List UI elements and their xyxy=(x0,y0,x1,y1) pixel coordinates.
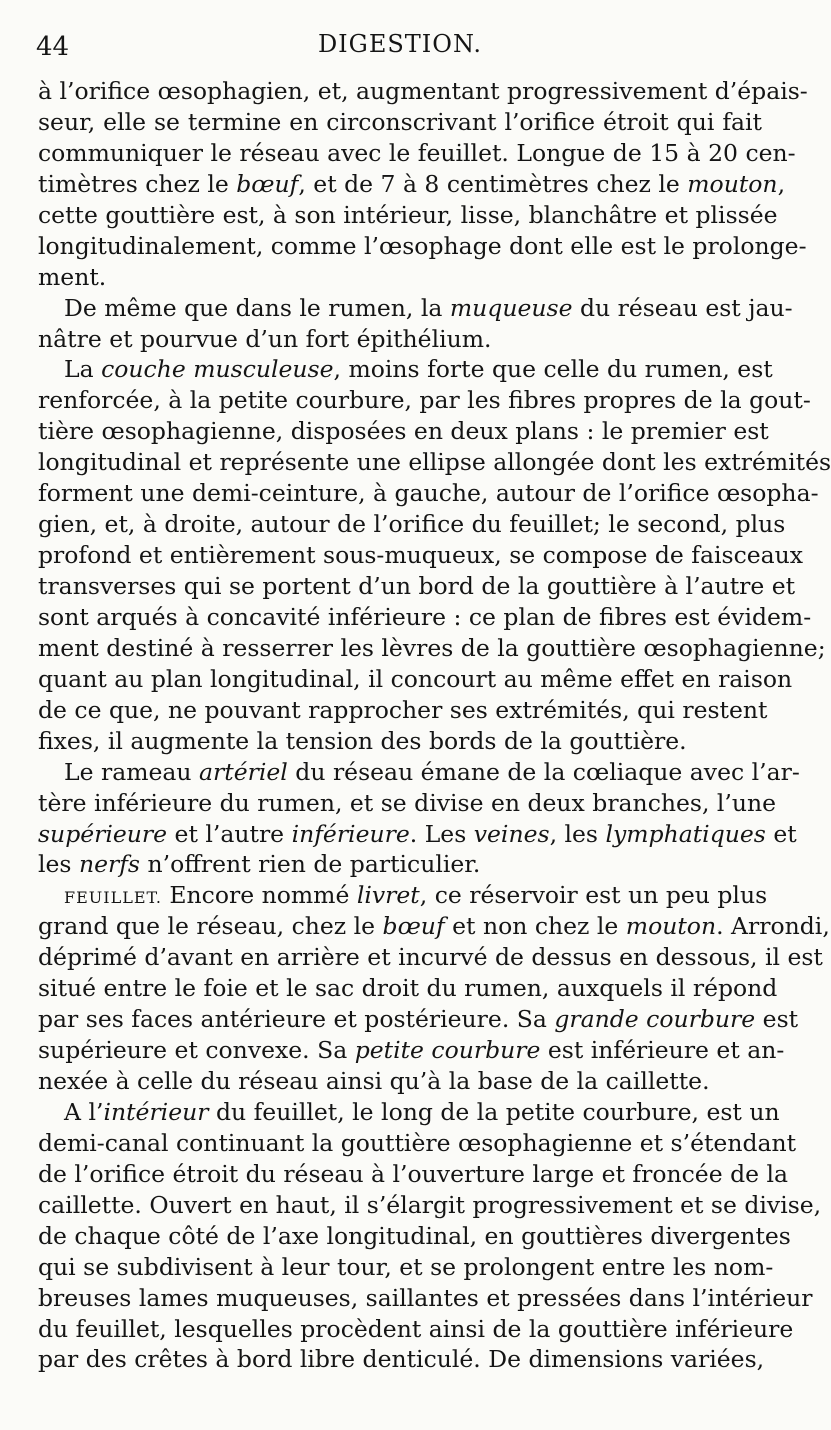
text-segment: transverses qui se portent d’un bord de la gouttière à l’autre et xyxy=(38,572,796,600)
text-line xyxy=(38,1004,799,1035)
italic-term: bœuf xyxy=(236,169,299,198)
text-line xyxy=(38,293,793,324)
text-line xyxy=(38,540,804,571)
text-line xyxy=(38,571,796,602)
text-segment: du feuillet, lesquelles procèdent ainsi de la gouttière inférieure xyxy=(38,1314,794,1343)
text-segment: fixes, il augmente la tension des bords de la gouttière. xyxy=(38,726,687,755)
italic-term: lymphatiques xyxy=(605,819,766,848)
text-segment: n’offrent rien de particulier. xyxy=(140,850,481,879)
text-segment: du feuillet, le long de la petite courbure, est un xyxy=(208,1097,780,1126)
text-line xyxy=(38,1190,822,1221)
text-line xyxy=(38,200,778,231)
text-segment: communiquer le réseau avec le feuillet. Longue de 15 à 20 cen- xyxy=(38,138,796,167)
text-line xyxy=(38,231,807,262)
text-segment: tère inférieure du rumen, et se divise en deux branches, l’une xyxy=(38,788,777,817)
text-segment: du réseau émane de la cœliaque avec l’ar- xyxy=(287,757,800,786)
text-line xyxy=(38,262,762,293)
text-line xyxy=(38,849,762,880)
italic-term: livret xyxy=(356,881,420,910)
text-line xyxy=(38,509,786,540)
text-segment: grand que le réseau, chez le xyxy=(38,912,383,941)
italic-term: grande courbure xyxy=(554,1005,756,1034)
text-segment: , les xyxy=(549,819,606,848)
text-segment: , xyxy=(777,169,786,198)
text-line xyxy=(38,726,762,757)
text-line xyxy=(38,664,793,695)
italic-term: artériel xyxy=(199,757,288,786)
text-segment: profond et entièrement sous-muqueux, se compose de faisceaux xyxy=(38,541,804,570)
text-line xyxy=(38,1344,765,1375)
text-segment: timètres chez le xyxy=(38,169,237,198)
text-line xyxy=(38,942,823,973)
text-line xyxy=(38,1221,791,1252)
italic-term: mouton xyxy=(687,169,778,198)
text-segment: De même que dans le rumen, la xyxy=(64,293,450,322)
text-line xyxy=(38,1283,813,1314)
text-segment: Le rameau xyxy=(64,757,200,786)
text-segment: et l’autre xyxy=(167,819,292,848)
text-line xyxy=(38,602,812,633)
text-line xyxy=(38,1252,774,1283)
text-segment: A l’ xyxy=(64,1097,104,1126)
text-line xyxy=(38,324,762,355)
running-title: DIGESTION. xyxy=(317,30,483,58)
text-segment: longitudinal et représente une ellipse allongée dont les extrémités xyxy=(38,448,831,477)
text-segment: à l’orifice œsophagien, et, augmentant progressivement d’épais- xyxy=(38,77,808,105)
italic-term: mouton xyxy=(625,912,717,941)
italic-term: inférieure xyxy=(291,819,410,848)
text-line xyxy=(38,1097,780,1128)
text-segment: déprimé d’avant en arrière et incurvé de dessus en dessous, il est xyxy=(38,943,823,972)
text-segment: de ce que, ne pouvant rapprocher ses extrémités, qui restent xyxy=(38,695,768,724)
text-line xyxy=(38,819,797,850)
text-segment: caillette. Ouvert en haut, il s’élargit progressivement et se divise, xyxy=(38,1190,822,1219)
text-segment: est xyxy=(755,1005,799,1034)
text-segment: est inférieure et an- xyxy=(540,1036,785,1065)
text-line xyxy=(38,757,800,788)
italic-term: nerfs xyxy=(78,850,140,879)
text-segment: de l’orifice étroit du réseau à l’ouverture large et froncée de la xyxy=(38,1159,789,1188)
text-line xyxy=(38,1066,762,1097)
text-line xyxy=(38,1128,797,1159)
text-line xyxy=(38,633,826,664)
text-line xyxy=(38,76,808,107)
text-segment: , ce réservoir est un peu plus xyxy=(419,881,768,910)
page-number: 44 xyxy=(36,32,70,62)
text-segment: demi-canal continuant la gouttière œsophagienne et s’étendant xyxy=(38,1128,797,1157)
text-segment: . Arrondi, xyxy=(716,912,830,941)
italic-term: veines xyxy=(473,819,550,848)
text-line xyxy=(38,478,819,509)
italic-term: petite courbure xyxy=(354,1036,541,1065)
text-segment: nexée à celle du réseau ainsi qu’à la base de la caillette. xyxy=(38,1067,710,1095)
text-line xyxy=(38,1159,789,1190)
text-segment: gien, et, à droite, autour de l’orifice du feuillet; le second, plus xyxy=(38,510,786,539)
text-line xyxy=(38,1314,794,1345)
text-segment: ment. xyxy=(38,262,107,291)
text-segment: forment une demi-ceinture, à gauche, autour de l’orifice œsopha- xyxy=(38,479,819,508)
text-segment: seur, elle se termine en circonscrivant l’orifice étroit qui fait xyxy=(38,107,762,136)
text-line xyxy=(38,169,786,200)
text-segment: cette gouttière est, à son intérieur, lisse, blanchâtre et plissée xyxy=(38,200,778,229)
text-line xyxy=(38,416,769,447)
text-segment: ment destiné à resserrer les lèvres de la gouttière œsophagienne; xyxy=(38,633,826,662)
text-segment: breuses lames muqueuses, saillantes et pressées dans l’intérieur xyxy=(38,1283,813,1312)
text-line xyxy=(38,973,778,1004)
text-segment: supérieure et convexe. Sa xyxy=(38,1036,355,1065)
text-line xyxy=(38,788,777,819)
section-heading: FEUILLET. xyxy=(64,888,162,908)
text-segment: renforcée, à la petite courbure, par les fibres propres de la gout- xyxy=(38,386,811,415)
text-line xyxy=(38,911,830,942)
text-segment: de chaque côté de l’axe longitudinal, en gouttières divergentes xyxy=(38,1221,791,1250)
italic-term: bœuf xyxy=(382,912,445,941)
italic-term: intérieur xyxy=(103,1097,209,1126)
italic-term: muqueuse xyxy=(449,293,573,322)
text-line xyxy=(38,447,831,478)
text-line xyxy=(38,354,773,385)
text-line xyxy=(38,385,811,416)
text-line xyxy=(38,880,768,911)
text-segment: et non chez le xyxy=(444,912,626,941)
text-line xyxy=(38,107,762,138)
text-segment: quant au plan longitudinal, il concourt au même effet en raison xyxy=(38,664,793,693)
text-segment: les xyxy=(38,850,79,879)
text-segment: et xyxy=(765,819,797,848)
text-segment: qui se subdivisent à leur tour, et se prolongent entre les nom- xyxy=(38,1252,774,1281)
text-line xyxy=(38,695,768,726)
text-segment: situé entre le foie et le sac droit du rumen, auxquels il répond xyxy=(38,974,778,1003)
text-segment: par ses faces antérieure et postérieure. Sa xyxy=(38,1005,555,1034)
text-line xyxy=(38,1035,785,1066)
italic-term: supérieure xyxy=(38,819,168,848)
text-segment: Encore nommé xyxy=(161,881,357,910)
text-line xyxy=(38,138,796,169)
text-segment: , et de 7 à 8 centimètres chez le xyxy=(298,169,688,198)
text-segment: , moins forte que celle du rumen, est xyxy=(333,355,773,384)
text-segment: longitudinalement, comme l’œsophage dont elle est le prolonge- xyxy=(38,231,807,260)
text-segment: nâtre et pourvue d’un fort épithélium. xyxy=(38,324,492,353)
body-text xyxy=(38,76,831,1375)
text-segment: du réseau est jau- xyxy=(572,293,793,322)
text-segment: par des crêtes à bord libre denticulé. De dimensions variées, xyxy=(38,1345,765,1374)
text-segment: sont arqués à concavité inférieure : ce plan de fibres est évidem- xyxy=(38,602,812,631)
text-segment: . Les xyxy=(409,819,474,848)
page-header xyxy=(0,28,800,68)
italic-term: couche musculeuse xyxy=(101,355,334,384)
text-segment: La xyxy=(64,355,102,384)
text-segment: tière œsophagienne, disposées en deux plans : le premier est xyxy=(38,417,769,446)
